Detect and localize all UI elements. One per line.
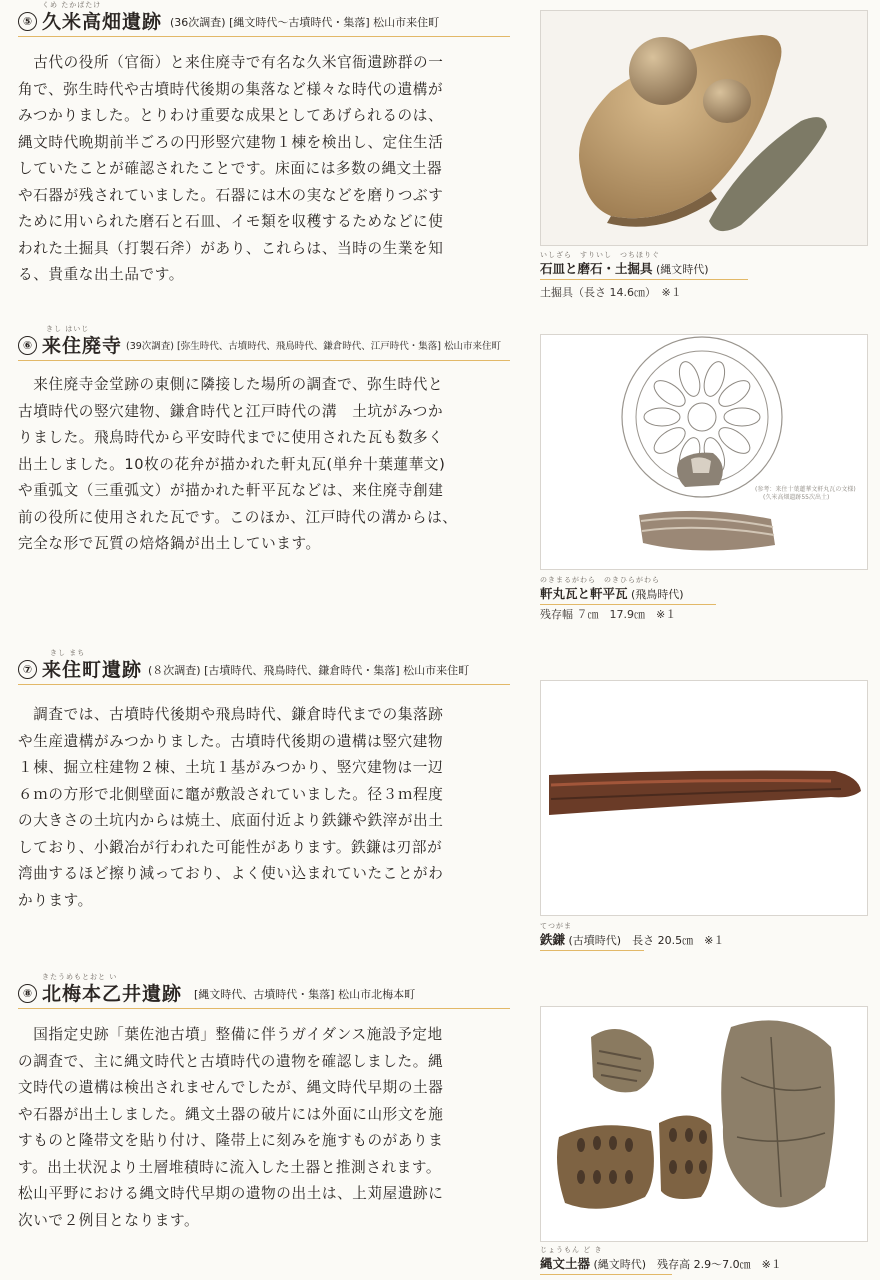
section-title: 北梅本乙井遺跡 [42, 983, 183, 1005]
caption-underline [540, 604, 716, 606]
iron-sickle-photo [540, 680, 868, 916]
section-number: ⑥ [18, 336, 37, 355]
body-line: 国指定史跡「葉佐池古墳」整備に伴うガイダンス施設予定地 [18, 1026, 443, 1043]
body-line: や重弧文（三重弧文）が描かれた軒平瓦などは、来住廃寺創建 [18, 482, 444, 499]
caption-title: 縄文土器 [540, 1256, 591, 1271]
caption-detail: 長さ 20.5㎝ ※１ [632, 934, 725, 947]
section-number: ⑧ [18, 984, 37, 1003]
title-ruby: くめ たかばたけ [42, 1, 102, 9]
lotus-petal [700, 359, 728, 399]
body-line: すものと隆帯文を貼り付け、隆帯上に刻みを施すものがありま [18, 1132, 444, 1149]
body-line: や石器が残されていました。石器には木の実などを磨りつぶす [18, 186, 444, 204]
body-line: 前の役所に使用された瓦です。このほか、江戸時代の溝からは、 [18, 508, 458, 526]
section-number: ⑦ [18, 660, 37, 679]
caption-ruby: いしざら すりいし つちほりぐ [540, 251, 660, 259]
caption-ruby: じょうもん ど き [540, 1246, 603, 1254]
body-line: 来住廃寺金堂跡の東側に隣接した場所の調査で、弥生時代と [18, 376, 444, 393]
body-line: や生産遺構がみつかりました。古墳時代後期の遺構は竪穴建物 [18, 732, 444, 750]
caption-period: (飛鳥時代) [631, 588, 684, 601]
body-line: みつかりました。とりわけ重要な成果としてあげられるのは、 [18, 107, 444, 124]
section-header [18, 654, 510, 685]
body-line: 湾曲するほど擦り減っており、よく使い込まれていたことがわ [18, 865, 444, 882]
body-line: われた土掘具（打製石斧）があり、これらは、当時の生業を知 [18, 239, 444, 257]
section-header [18, 978, 510, 1009]
section-meta: [縄文時代、古墳時代・集落] 松山市北梅本町 [194, 988, 416, 1001]
lotus-petal [724, 408, 760, 426]
lotus-petal [644, 408, 680, 426]
photo-note: (参考：来住十葉蓮華文軒丸瓦の文様) [755, 486, 856, 493]
caption-underline [540, 279, 748, 281]
section-body [18, 702, 510, 914]
body-line: １棟、掘立柱建物２棟、土坑１基がみつかり、竪穴建物は一辺 [18, 759, 444, 776]
body-line: や石器が出土しました。縄文土器の破片には外面に山形文を施 [18, 1105, 444, 1123]
caption-title: 鉄鎌 [540, 932, 566, 947]
photo-caption [540, 259, 709, 277]
caption-ruby: のきまるがわら のきひらがわら [540, 576, 660, 584]
lotus-petal [715, 376, 755, 412]
photo-note: (久米高畑遺跡55次出土) [763, 494, 830, 501]
photo-caption [540, 584, 684, 602]
photo-caption [540, 1254, 782, 1272]
body-line: る、貴重な出土品です。 [18, 266, 184, 283]
caption-title: 軒丸瓦と軒平瓦 [540, 586, 628, 601]
section-meta: (36次調査) [縄文時代～古墳時代・集落] 松山市来住町 [170, 16, 440, 29]
body-line: かります。 [18, 891, 93, 909]
photo-caption [540, 930, 724, 948]
lotus-petal [650, 376, 690, 412]
body-line: 古代の役所（官衙）と来住廃寺で有名な久米官衙遺跡群の一 [18, 54, 444, 71]
section-body [18, 1022, 510, 1234]
caption-period: (縄文時代) [593, 1258, 647, 1271]
caption-period: (縄文時代) [656, 263, 709, 276]
body-line: 次いで２例目となります。 [18, 1211, 200, 1229]
section-body [18, 372, 510, 558]
title-ruby: きし まち [50, 649, 86, 657]
caption-ruby: てつがま [540, 922, 572, 930]
roof-tile-photo [540, 334, 868, 570]
caption-detail: 残存幅 ７㎝ 17.9㎝ ※１ [540, 608, 677, 621]
body-line: りました。飛鳥時代から平安時代までに使用された瓦も数多く [18, 429, 444, 446]
body-line: ６ｍの方形で北側壁面に竈が敷設されていました。径３ｍ程度 [18, 785, 444, 803]
body-line: 出土しました。10枚の花弁が描かれた軒丸瓦(単弁十葉蓮華文) [18, 455, 446, 473]
section-number: ⑤ [18, 12, 37, 31]
section-header [18, 6, 510, 37]
body-line: す。出土状況より土層堆積時に流入した土器と推測されます。 [18, 1158, 442, 1176]
lotus-petal [676, 359, 704, 399]
body-line: していたことが確認されたことです。床面には多数の縄文土器 [18, 160, 443, 177]
stone-tools-photo [540, 10, 868, 246]
section-meta: (８次調査) [古墳時代、飛鳥時代、鎌倉時代・集落] 松山市来住町 [148, 664, 470, 677]
title-ruby: きたうめもとおと い [42, 973, 118, 981]
section-title: 久米高畑遺跡 [42, 11, 163, 33]
section-header [18, 330, 510, 361]
caption-title: 石皿と磨石・土掘具 [540, 261, 653, 276]
body-line: 古墳時代の竪穴建物、鎌倉時代と江戸時代の溝 土坑がみつか [18, 402, 444, 420]
body-line: 調査では、古墳時代後期や飛鳥時代、鎌倉時代までの集落跡 [18, 706, 444, 723]
jomon-pottery-photo [540, 1006, 868, 1242]
caption-detail: 残存高 2.9～7.0㎝ ※１ [657, 1258, 782, 1271]
body-line: の調査で、主に縄文時代と古墳時代の遺物を確認しました。縄 [18, 1052, 444, 1070]
caption-detail: 土掘具（長さ 14.6㎝） ※１ [540, 286, 682, 299]
caption-underline [540, 1274, 672, 1276]
body-line: 文時代の遺構は検出されませんでしたが、縄文時代早期の土器 [18, 1079, 444, 1096]
section-meta: (39次調査) [弥生時代、古墳時代、飛鳥時代、鎌倉時代、江戸時代・集落] 松山市来住町 [126, 341, 501, 352]
title-ruby: きし はいじ [46, 325, 90, 333]
section-title: 来住廃寺 [42, 335, 123, 357]
lotus-petal [650, 423, 690, 459]
lotus-petal [715, 423, 755, 459]
body-line: 完全な形で瓦質の焙烙鍋が出土しています。 [18, 535, 321, 552]
caption-underline [540, 950, 644, 952]
body-line: ために用いられた磨石と石皿、イモ類を収穫するためなどに使 [18, 213, 444, 230]
body-line: 縄文時代晩期前半ごろの円形竪穴建物１棟を検出し、定住生活 [18, 133, 444, 151]
body-line: 松山平野における縄文時代早期の遺物の出土は、上苅屋遺跡に [18, 1185, 444, 1202]
body-line: の大きさの土坑内からは焼土、底面付近より鉄鎌や鉄滓が出土 [18, 812, 444, 829]
section-title: 来住町遺跡 [42, 659, 143, 681]
caption-period: (古墳時代) [568, 934, 622, 947]
body-line: しており、小鍛冶が行われた可能性があります。鉄鎌は刃部が [18, 838, 443, 856]
section-body [18, 50, 510, 289]
body-line: 角で、弥生時代や古墳時代後期の集落など様々な時代の遺構が [18, 80, 444, 98]
